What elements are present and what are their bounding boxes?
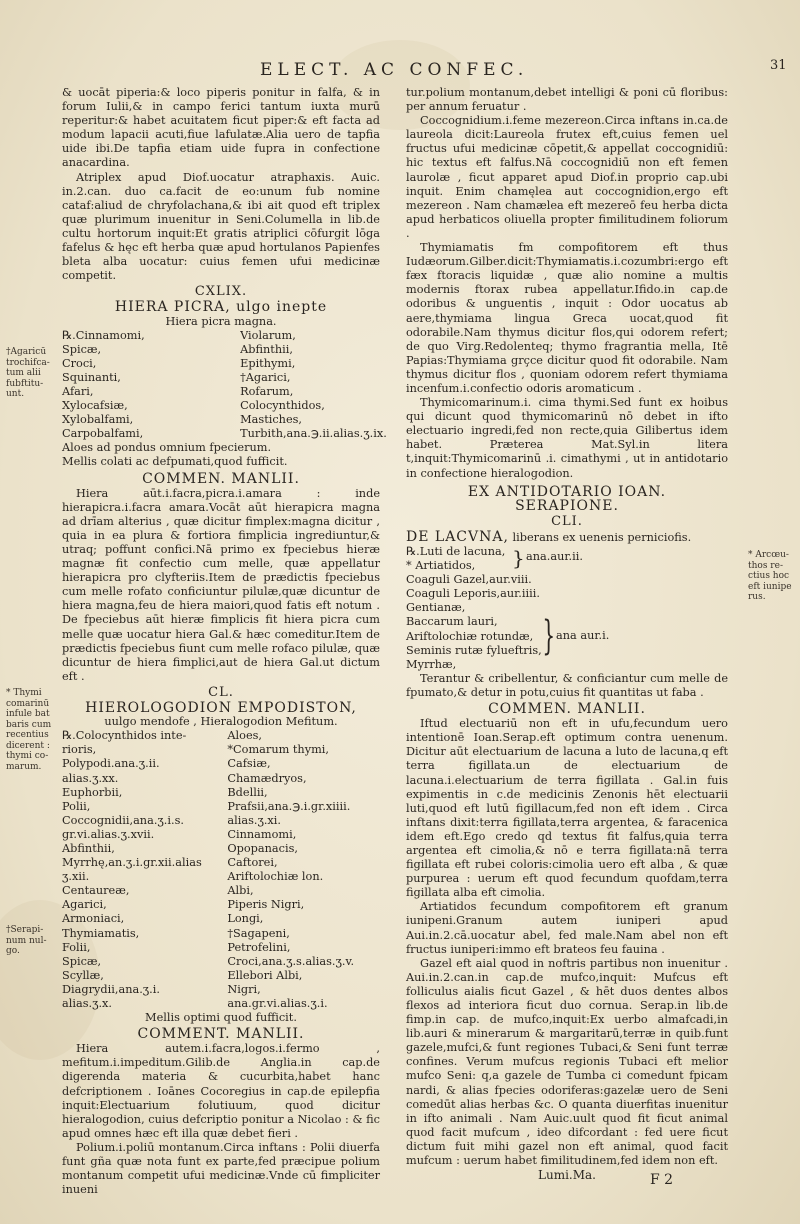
margin-note: * Arcœu-thos re-ctius hoc eft iunipe rus.: [748, 550, 792, 602]
commentary-heading: COMMENT. MANLII.: [137, 1026, 305, 1043]
paragraph: Coccognidium.i.feme mezereon.Circa inftans in.ca.de laureola dicit:Laureola frutex eft,cuius femen uel fructus ufui medicinæ cōpetit,& appellat coccognidiū: hic textus eft falfus.Nā coccognidiū non eft femen laurolæ , ficut apparet apud Diof.in proprio cap.ubi inquit. Enim chamęlea aut coccognidion,ergo eft mezereon . Nam chamælea eft mezereō feu herba dicta apud herbaticos oliuella propter fimilitudinem foliorum .: [406, 114, 728, 240]
ingredient: Opopanacis,: [227, 841, 298, 855]
ingredient: Spicæ,: [62, 342, 102, 356]
ingredient: Polypodi.ana.ʒ.ii.: [62, 757, 160, 771]
ingredient: Myrrhæ,: [406, 657, 457, 671]
ingredient: †Sagapeni,: [227, 926, 290, 940]
recipe-title: HIERA PICRA, ulgo inepte: [114, 299, 328, 316]
ingredient: Agarici,: [62, 898, 107, 912]
ingredient: Centaureæ,: [62, 884, 130, 898]
paragraph: Iftud electuariū non eft in ufu,fecundum uero intentionē Ioan.Serap.eft optimum contra uenenum. Dicitur aūt electuarium de lacuna a luto de lacuna,q eft terra figillata.un de electuarium de lacuna.i.electuarium de terra figillata . Gal.in fuis expimentis in c.de medicinis Zenonis hēt electuarii luti,quod eft lutū figillacum,fed non eft idem . Circa inftans dixit:terra figillata,terra argentea, & faracenica idem eft.Ego credo qd textus fit falfus,quia terra argentea eft cimolia,& nō e terra figillata:nā terra figillata eft rubei coloris:cimolia uero eft alba , & quæ purpurea : uerum eft quod fecundum quofdam,terra figillata alba eft cimolia.: [406, 717, 728, 900]
margin-note: †Agaricū trochifca-tum alii fubftitu-unt.: [6, 347, 50, 399]
ingredient: alias.ʒ.x.: [62, 997, 113, 1010]
ingredient: Ellebori Albi,: [227, 968, 303, 982]
ingredient: Carpobalfami,: [62, 427, 144, 441]
recipe-subtitle: uulgo mendofe , Hieralogodion Mefitum.: [104, 715, 338, 729]
ingredient: Caftorei,: [227, 856, 278, 870]
ingredient: Rofarum,: [240, 384, 294, 398]
paragraph: Gazel eft aial quod in noftris partibus non inuenitur . Aui.in.2.can.in cap.de mufco,inquit: Mufcus eft folliculus aialis ficut Gazel , & hēt duos dentes albos flexos ad interiora ficut duo cornua. Serap.in lib.de fimp.in cap. de mufco,inquit:Ex uerbo almafcadi,in lib.auri & minerarum & margaritarū,terræ in quib.funt gazele,mufci,& funt regiones Tubaci,& Seni funt terræ confines. Verum mufcus regionis Tubaci eft melior mufco Seni: q,a gazele de Tumba ci comedunt fpicam nardi, & alias fpecies odoriferas:gazelæ uero de Seni comedūt alias herbas &c. O quanta diuerfitas inuenitur in ifto animali . Nam Auic.uult quod fit ficut animal quod facit mufcum , ideo difcordant : fed uere ficut dictum fuit mihi gazel non eft animal, quod facit mufcum : uerum habet fimilitudinem,fed idem non eft.: [406, 956, 728, 1168]
recipe-line: Mellis colati ac defpumati,quod fufficit.: [62, 455, 288, 469]
running-title: ELECT. AC CONFEC.: [260, 60, 529, 80]
signature-mark: F 2: [650, 1172, 674, 1188]
ingredient-row: [62, 898, 380, 912]
recipe-line: Aloes ad pondus omnium fpecierum.: [62, 441, 272, 455]
ingredient: Cafsiæ,: [227, 757, 271, 771]
ingredient-row: [62, 927, 380, 941]
ingredient-row: [62, 800, 380, 814]
ingredient: ℞.Colocynthidos inte-: [62, 729, 187, 743]
ingredient: Afari,: [62, 384, 94, 398]
recipe-subtitle: Hiera picra magna.: [165, 314, 277, 328]
ingredient-row: [62, 856, 380, 870]
ingredient: Xylobalfami,: [62, 413, 134, 427]
ingredient: Armoniaci,: [62, 912, 125, 926]
ingredient: rioris,: [62, 743, 97, 757]
ingredient-row: [62, 842, 380, 856]
dose-label: ana aur.i.: [556, 629, 610, 642]
ingredient: Abfinthii,: [62, 841, 115, 855]
margin-note: * Thymi comarinū infule bat baris cum recentius dicerent : thymi co-marum.: [6, 688, 52, 772]
ingredient: Petrofelini,: [227, 940, 291, 954]
commentary-heading: COMMEN. MANLII.: [488, 701, 646, 718]
ingredient: Bdellii,: [227, 785, 268, 799]
ingredient-row: [62, 357, 380, 371]
paragraph: Hiera autem.i.facra,logos.i.fermo , mefitum.i.impeditum.Gilib.de Anglia.in cap.de digerenda materia & cucurbita,habet hanc defcriptionem . Ioānes Cocoregius in cap.de epilepfia inquit:Electuarium folutiuum, quod dicitur hieralogodion, cuius defcriptio ponitur a Nicolao : & fic apud omnes hæc eft illa quæ debet fieri .: [62, 1042, 380, 1140]
ingredient-row: [62, 729, 380, 743]
section-heading: SERAPIONE.: [515, 497, 619, 514]
ingredient: Piperis Nigri,: [227, 898, 305, 912]
paragraph: Polium.i.poliū montanum.Circa inftans : Polii diuerfa funt gña quæ nota funt ex parte,fed præcipue polium montanum competit ufui medicinæ.Vnde cū fimpliciter inueni: [62, 1140, 380, 1197]
ingredient: Diagrydii,ana.ʒ.i.: [62, 982, 160, 996]
ingredient: Abfinthii,: [240, 342, 293, 356]
ingredient: Prafsii,ana.℈.i.gr.xiiii.: [227, 799, 351, 813]
ingredient: Coaguli Gazel,aur.viii.: [406, 573, 532, 587]
ingredient: Coaguli Leporis,aur.iiii.: [406, 587, 540, 601]
ingredient-row: [62, 427, 387, 441]
ingredient-row: [62, 814, 380, 828]
ingredient: Croci,ana.ʒ.s.alias.ʒ.v.: [227, 954, 355, 968]
ingredient-row: [62, 343, 380, 357]
ingredient: alias.ʒ.xx.: [62, 771, 119, 785]
ingredient-row: [62, 757, 380, 771]
ingredient: Xylocafsiæ,: [62, 399, 128, 413]
paragraph: Thymiamatis fm compofitorem eft thus Iudæorum.Gilber.dicit:Thymiamatis.i.cozumbri:ergo eft fæx ftoracis liquidæ , quæ alio nomine a multis modernis ftorax rubea appellatur.Ifido.in cap.de odoribus & unguentis , inquit : Odor uocatus ab aere,thymiama lingua Greca uocat,quod fit odorabile.Nam thymus dicitur flos,qui odorem refert; de quo Virg.Redolenteq; thymo fragrantia mella, Itē Papias:Thymiama grçce dicitur quod fit odorabile. Nam thymus dicitur flos , quoniam odorem refert thymiama incenfum.i.confectio odoris aromaticum .: [406, 241, 728, 395]
catchword: Lumi.Ma.: [538, 1168, 596, 1183]
ingredient: Coccognidii,ana.ʒ.i.s.: [62, 813, 184, 827]
ingredient-row: [62, 983, 380, 997]
ingredient-row: [62, 385, 380, 399]
ingredient: Chamædryos,: [227, 771, 307, 785]
ingredient: Colocynthidos,: [240, 399, 325, 413]
ingredient: ℞.Luti de lacuna,: [406, 545, 506, 558]
ingredient: Baccarum lauri,: [406, 615, 498, 629]
section-number: CXLIX.: [194, 284, 248, 300]
ingredient: Ariftolochiæ rotundæ,: [406, 629, 534, 643]
left-column: [62, 86, 387, 1197]
brace: }: [512, 546, 525, 570]
margin-note: †Serapi-num nul-go.: [6, 925, 47, 956]
ingredient: Aloes,: [227, 729, 263, 743]
paragraph: Thymicomarinum.i. cima thymi.Sed funt ex hoibus qui dicunt quod thymicomarinū nō debet in ifto electuario ingredi,fed non recte,quia Gilibertus idem habet. Præterea Mat.Syl.in litera t,inquit:Thymicomarinū .i. cimathymi , ut in antidotario in confectione hieralogodion.: [406, 396, 728, 480]
ingredient-row: [62, 955, 380, 969]
ingredient: Epithymi,: [240, 356, 296, 370]
ingredient-row: [62, 941, 380, 955]
folio-number: 31: [770, 58, 787, 73]
paragraph: Atriplex apud Diof.uocatur atraphaxis. Auic. in.2.can. duo ca.facit de eo:unum fub nomine cataf:aliud de chryfolachana,& ibi ait quod eft triplex quæ plurimum inuenitur in Seni.Columella in lib.de cultu hortorum inquit:Et gratis atriplici cōfurgit lōga fafelus & hęc eft herba quæ apud hortulanos Papienfes bleta alba uocatur: cuius femen ufui medicinæ competit.: [62, 170, 380, 283]
recipe-title: HIEROLOGODION EMPODISTON,: [85, 700, 357, 717]
ingredient-list: [62, 328, 387, 442]
ingredient: Mastiches,: [240, 413, 303, 427]
paragraph: Artiatidos fecundum compofitorem eft granum iunipeni.Granum autem iuniperi apud Aui.in.2.cā.uocatur abel, fed male.Nam abel non eft fructus iuniperi:immo eft brateos feu fauina .: [406, 900, 728, 956]
ingredient: Nigri,: [227, 982, 261, 996]
ingredient: Euphorbii,: [62, 785, 123, 799]
ingredient-list: [62, 729, 380, 1011]
ingredient: Turbith,ana.℈.ii.alias.ʒ.ix.: [240, 427, 387, 441]
ingredient-row: [62, 997, 380, 1011]
ingredient-row: [62, 969, 380, 983]
recipe-title: DE LACVNA,: [406, 528, 509, 545]
ingredient: Longi,: [227, 912, 264, 926]
ingredient: alias.ʒ.xi.: [227, 813, 282, 827]
recipe-line: Mellis optimi quod fufficit.: [145, 1011, 297, 1025]
ingredient-row: [62, 413, 380, 427]
ingredient-block: [406, 545, 728, 672]
right-column: [406, 86, 728, 1182]
ingredient: Cinnamomi,: [227, 827, 297, 841]
ingredient-row: [62, 329, 380, 343]
ingredient-row: [62, 786, 380, 800]
ingredient-row: [62, 870, 380, 884]
ingredient-row: [62, 371, 380, 385]
dose-label: ana.aur.ii.: [526, 550, 583, 563]
brace: }: [542, 613, 556, 659]
ingredient: Thymiamatis,: [62, 926, 140, 940]
ingredient: Gentianæ,: [406, 601, 466, 615]
ingredient: *Comarum thymi,: [227, 743, 330, 757]
ingredient-row: [62, 772, 380, 786]
ingredient: gr.vi.alias.ʒ.xvii.: [62, 827, 155, 841]
recipe-line: Terantur & cribellentur, & conficiantur cum melle de fpumato,& detur in potu,cuius fit quantitas ut faba .: [406, 671, 728, 699]
commentary-heading: COMMEN. MANLII.: [142, 470, 300, 487]
paragraph: tur.polium montanum,debet intelligi & poni cū floribus: per annum feruatur .: [406, 86, 728, 114]
ingredient: Folii,: [62, 940, 91, 954]
recipe-subtitle: liberans ex uenenis perniciofis.: [512, 530, 692, 544]
section-number: CLI.: [551, 513, 583, 529]
ingredient-row: [62, 399, 380, 413]
ingredient-row: [62, 912, 380, 926]
ingredient: Squinanti,: [62, 370, 121, 384]
ingredient: ʒ.xii.: [62, 870, 90, 884]
ingredient: Croci,: [62, 356, 97, 370]
ingredient: Myrrhę,an.ʒ.i.gr.xii.alias: [62, 856, 202, 870]
ingredient: ana.gr.vi.alias.ʒ.i.: [227, 997, 328, 1010]
ingredient: Albi,: [227, 884, 254, 898]
ingredient: Violarum,: [240, 328, 296, 342]
ingredient: Spicæ,: [62, 954, 102, 968]
ingredient: Ariftolochiæ lon.: [227, 870, 324, 884]
section-heading: EX ANTIDOTARIO IOAN.: [467, 483, 667, 500]
ingredient: * Artiatidos,: [406, 559, 476, 573]
ingredient: ℞.Cinnamomi,: [62, 328, 145, 342]
ingredient: †Agarici,: [240, 370, 291, 384]
ingredient-row: [62, 884, 380, 898]
ingredient-row: [62, 828, 380, 842]
section-number: CL.: [208, 684, 234, 700]
ingredient-row: [62, 743, 380, 757]
ingredient: Seminis rutæ fylueftris,: [406, 643, 542, 657]
ingredient: Scyllæ,: [62, 968, 104, 982]
ingredient: Polii,: [62, 799, 91, 813]
paragraph: & uocāt piperia:& loco piperis ponitur in falfa, & in forum Iulii,& in campo ferici tantum iuxta murū reperitur:& habet acuitatem ficut piper:& eft facta ad modum lapacii acuti,fiue lafulatæ.Alia uero de tapfia uide ibi.De tapfia etiam uide fupra in confectione anacardina.: [62, 86, 380, 170]
paragraph: Hiera aūt.i.facra,picra.i.amara : inde hierapicra.i.facra amara.Vocāt aūt hierapicra magna ad drīam alterius , quæ dicitur fimplex:magna dicitur , quia in ea plura & fortiora fimplicia ingrediuntur,& utraq; poffunt confici.Nā primo ex fpeciebus hieræ magnæ fit confectio cum melle, quæ appellatur hierapicra pro clyfteriis.Item de prædictis fpeciebus cum melle rofato conficiuntur pilulæ,quæ dicuntur de hiera magna,feu de hiera maiori,quod fatis eft notum . De fpeciebus aūt hieræ fimplicis fit hiera picra cum melle quæ uocatur hiera Gal.& hæc comeditur.Item de prædictis fpeciebus fiunt cum melle rofaco pilulæ, quæ dicuntur de hiera fimplici,aut de hiera Gal.ut dictum eft .: [62, 486, 380, 683]
